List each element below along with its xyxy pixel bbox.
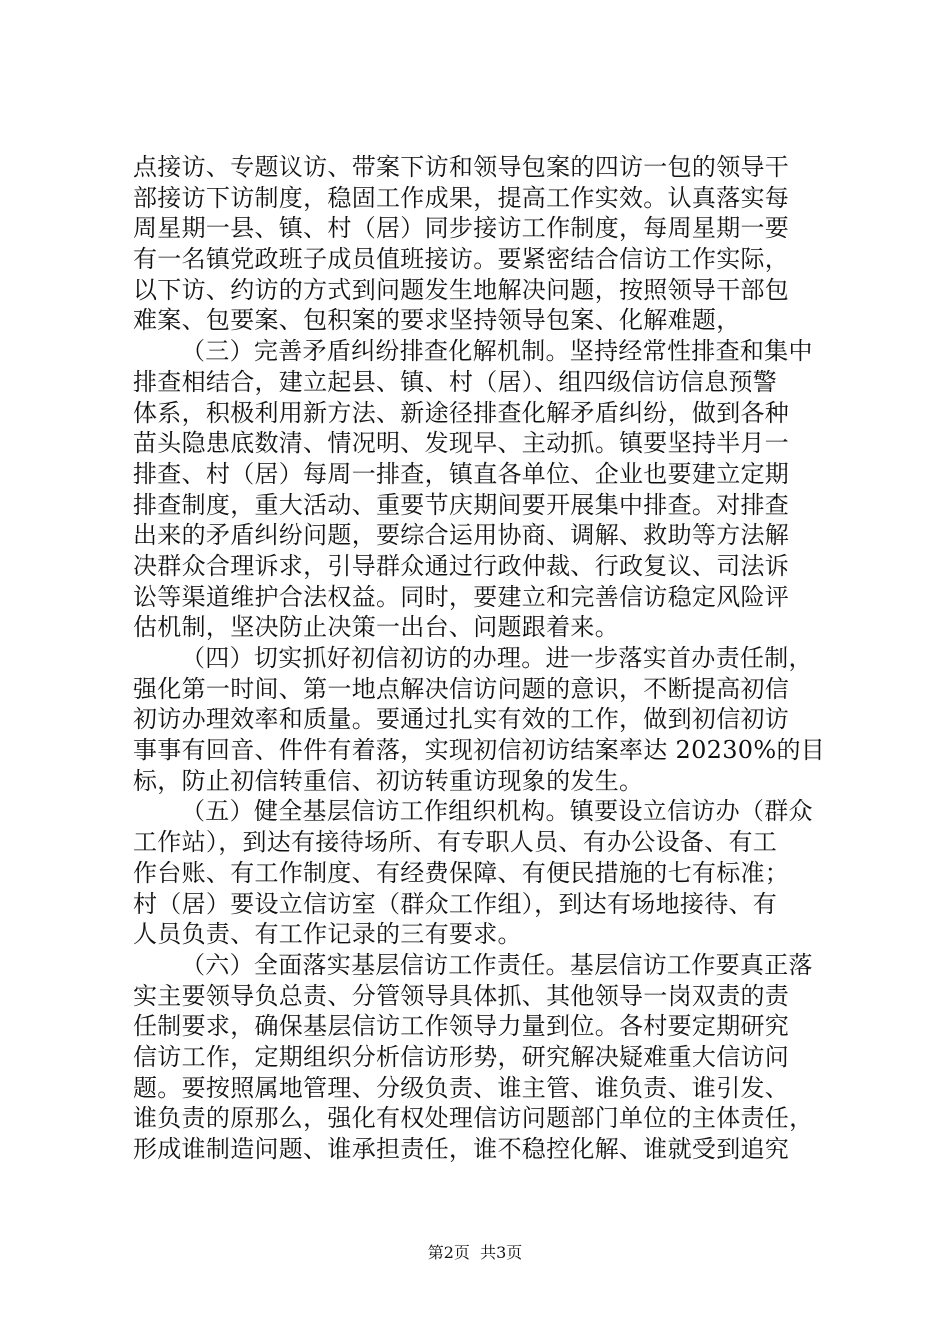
text-line: 决群众合理诉求，引导群众通过行政仲裁、行政复议、司法诉 xyxy=(133,551,790,580)
text-line: 估机制，坚决防止决策一出台、问题跟着来。 xyxy=(133,613,619,642)
text-line: 初访办理效率和质量。要通过扎实有效的工作，做到初信初访 xyxy=(133,705,790,734)
text-line: 出来的矛盾纠纷问题，要综合运用协商、调解、救助等方法解 xyxy=(133,521,790,550)
text-line: 形成谁制造问题、谁承担责任，谁不稳控化解、谁就受到追究 xyxy=(133,1135,790,1163)
text-line: 体系，积极利用新方法、新途径排查化解矛盾纠纷，做到各种 xyxy=(133,398,790,427)
text-line: 以下访、约访的方式到问题发生地解决问题，按照领导干部包 xyxy=(133,275,790,304)
text-line: 讼等渠道维护合法权益。同时，要建立和完善信访稳定风险评 xyxy=(133,582,790,611)
footer-separator xyxy=(470,1243,480,1262)
text-line: 人员负责、有工作记录的三有要求。 xyxy=(133,920,522,949)
text-line: 排查相结合，建立起县、镇、村（居）、组四级信访信息预警 xyxy=(133,367,778,396)
page-total: 共3页 xyxy=(480,1243,523,1262)
text-line: 事事有回音、件件有着落，实现初信初访结案率达 20230%的目 xyxy=(133,736,826,765)
text-line: 题。要按照属地管理、分级负责、谁主管、谁负责、谁引发、 xyxy=(133,1073,790,1102)
text-line: 难案、包要案、包积案的要求坚持领导包案、化解难题， xyxy=(133,306,741,335)
text-line: 部接访下访制度，稳固工作成果，提高工作实效。认真落实每 xyxy=(133,183,790,212)
text-line: 作台账、有工作制度、有经费保障、有便民措施的七有标准； xyxy=(133,858,790,887)
text-line: 谁负责的原那么，强化有权处理信访问题部门单位的主体责任， xyxy=(133,1104,814,1133)
body-text xyxy=(133,152,833,1165)
paragraph-first-line: （五）健全基层信访工作组织机构。镇要设立信访办（群众 xyxy=(181,797,813,826)
page-number: 第2页 xyxy=(427,1243,470,1262)
text-line: 实主要领导负总责、分管领导具体抓、其他领导一岗双责的责 xyxy=(133,981,790,1010)
text-line: 信访工作，定期组织分析信访形势，研究解决疑难重大信访问 xyxy=(133,1042,790,1071)
text-line: 排查、村（居）每周一排查，镇直各单位、企业也要建立定期 xyxy=(133,459,790,488)
text-line: 强化第一时间、第一地点解决信访问题的意识，不断提高初信 xyxy=(133,674,790,703)
text-line: 标，防止初信转重信、初访转重访现象的发生。 xyxy=(133,766,644,795)
paragraph-first-line: （四）切实抓好初信初访的办理。进一步落实首办责任制， xyxy=(181,644,813,672)
text-line: 苗头隐患底数清、情况明、发现早、主动抓。镇要坚持半月一 xyxy=(133,429,790,458)
text-line: 排查制度，重大活动、重要节庆期间要开展集中排查。对排查 xyxy=(133,490,790,519)
text-line: 村（居）要设立信访室（群众工作组），到达有场地接待、有 xyxy=(133,889,778,918)
text-line: 工作站），到达有接待场所、有专职人员、有办公设备、有工 xyxy=(133,828,778,857)
page-footer xyxy=(0,1243,950,1263)
text-line: 点接访、专题议访、带案下访和领导包案的四访一包的领导干 xyxy=(133,153,790,181)
text-line: 有一名镇党政班子成员值班接访。要紧密结合信访工作实际， xyxy=(133,245,790,274)
paragraph-first-line: （六）全面落实基层信访工作责任。基层信访工作要真正落 xyxy=(181,950,813,979)
text-line: 周星期一县、镇、村（居）同步接访工作制度，每周星期一要 xyxy=(133,214,790,243)
text-line: 任制要求，确保基层信访工作领导力量到位。各村要定期研究 xyxy=(133,1012,790,1041)
paragraph-first-line: （三）完善矛盾纠纷排查化解机制。坚持经常性排查和集中 xyxy=(181,337,813,366)
